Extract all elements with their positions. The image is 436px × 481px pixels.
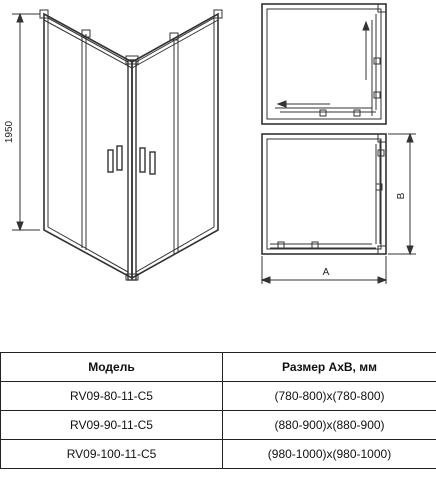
size-cell: (880-900)х(880-900) bbox=[223, 411, 436, 440]
model-cell: RV09-80-11-C5 bbox=[1, 382, 223, 411]
table-header-row bbox=[1, 353, 436, 382]
table-row bbox=[1, 382, 436, 411]
dim-b-label: B bbox=[396, 192, 407, 200]
size-cell: (780-800)х(780-800) bbox=[223, 382, 436, 411]
model-cell: RV09-100-11-C5 bbox=[1, 440, 223, 469]
plan-view-closed bbox=[262, 4, 386, 124]
perspective-view bbox=[40, 10, 222, 280]
height-dimension bbox=[12, 14, 40, 230]
header-model: Модель bbox=[1, 353, 223, 382]
table-row bbox=[1, 411, 436, 440]
model-cell: RV09-90-11-C5 bbox=[1, 411, 223, 440]
height-label: 1950 bbox=[4, 120, 15, 144]
table-row bbox=[1, 440, 436, 469]
spec-table bbox=[0, 352, 436, 469]
dim-a-label: A bbox=[322, 267, 330, 278]
size-cell: (980-1000)х(980-1000) bbox=[223, 440, 436, 469]
header-size: Размер АхВ, мм bbox=[223, 353, 436, 382]
plan-view-dimensioned bbox=[262, 134, 386, 254]
plan-arrows bbox=[278, 22, 369, 107]
